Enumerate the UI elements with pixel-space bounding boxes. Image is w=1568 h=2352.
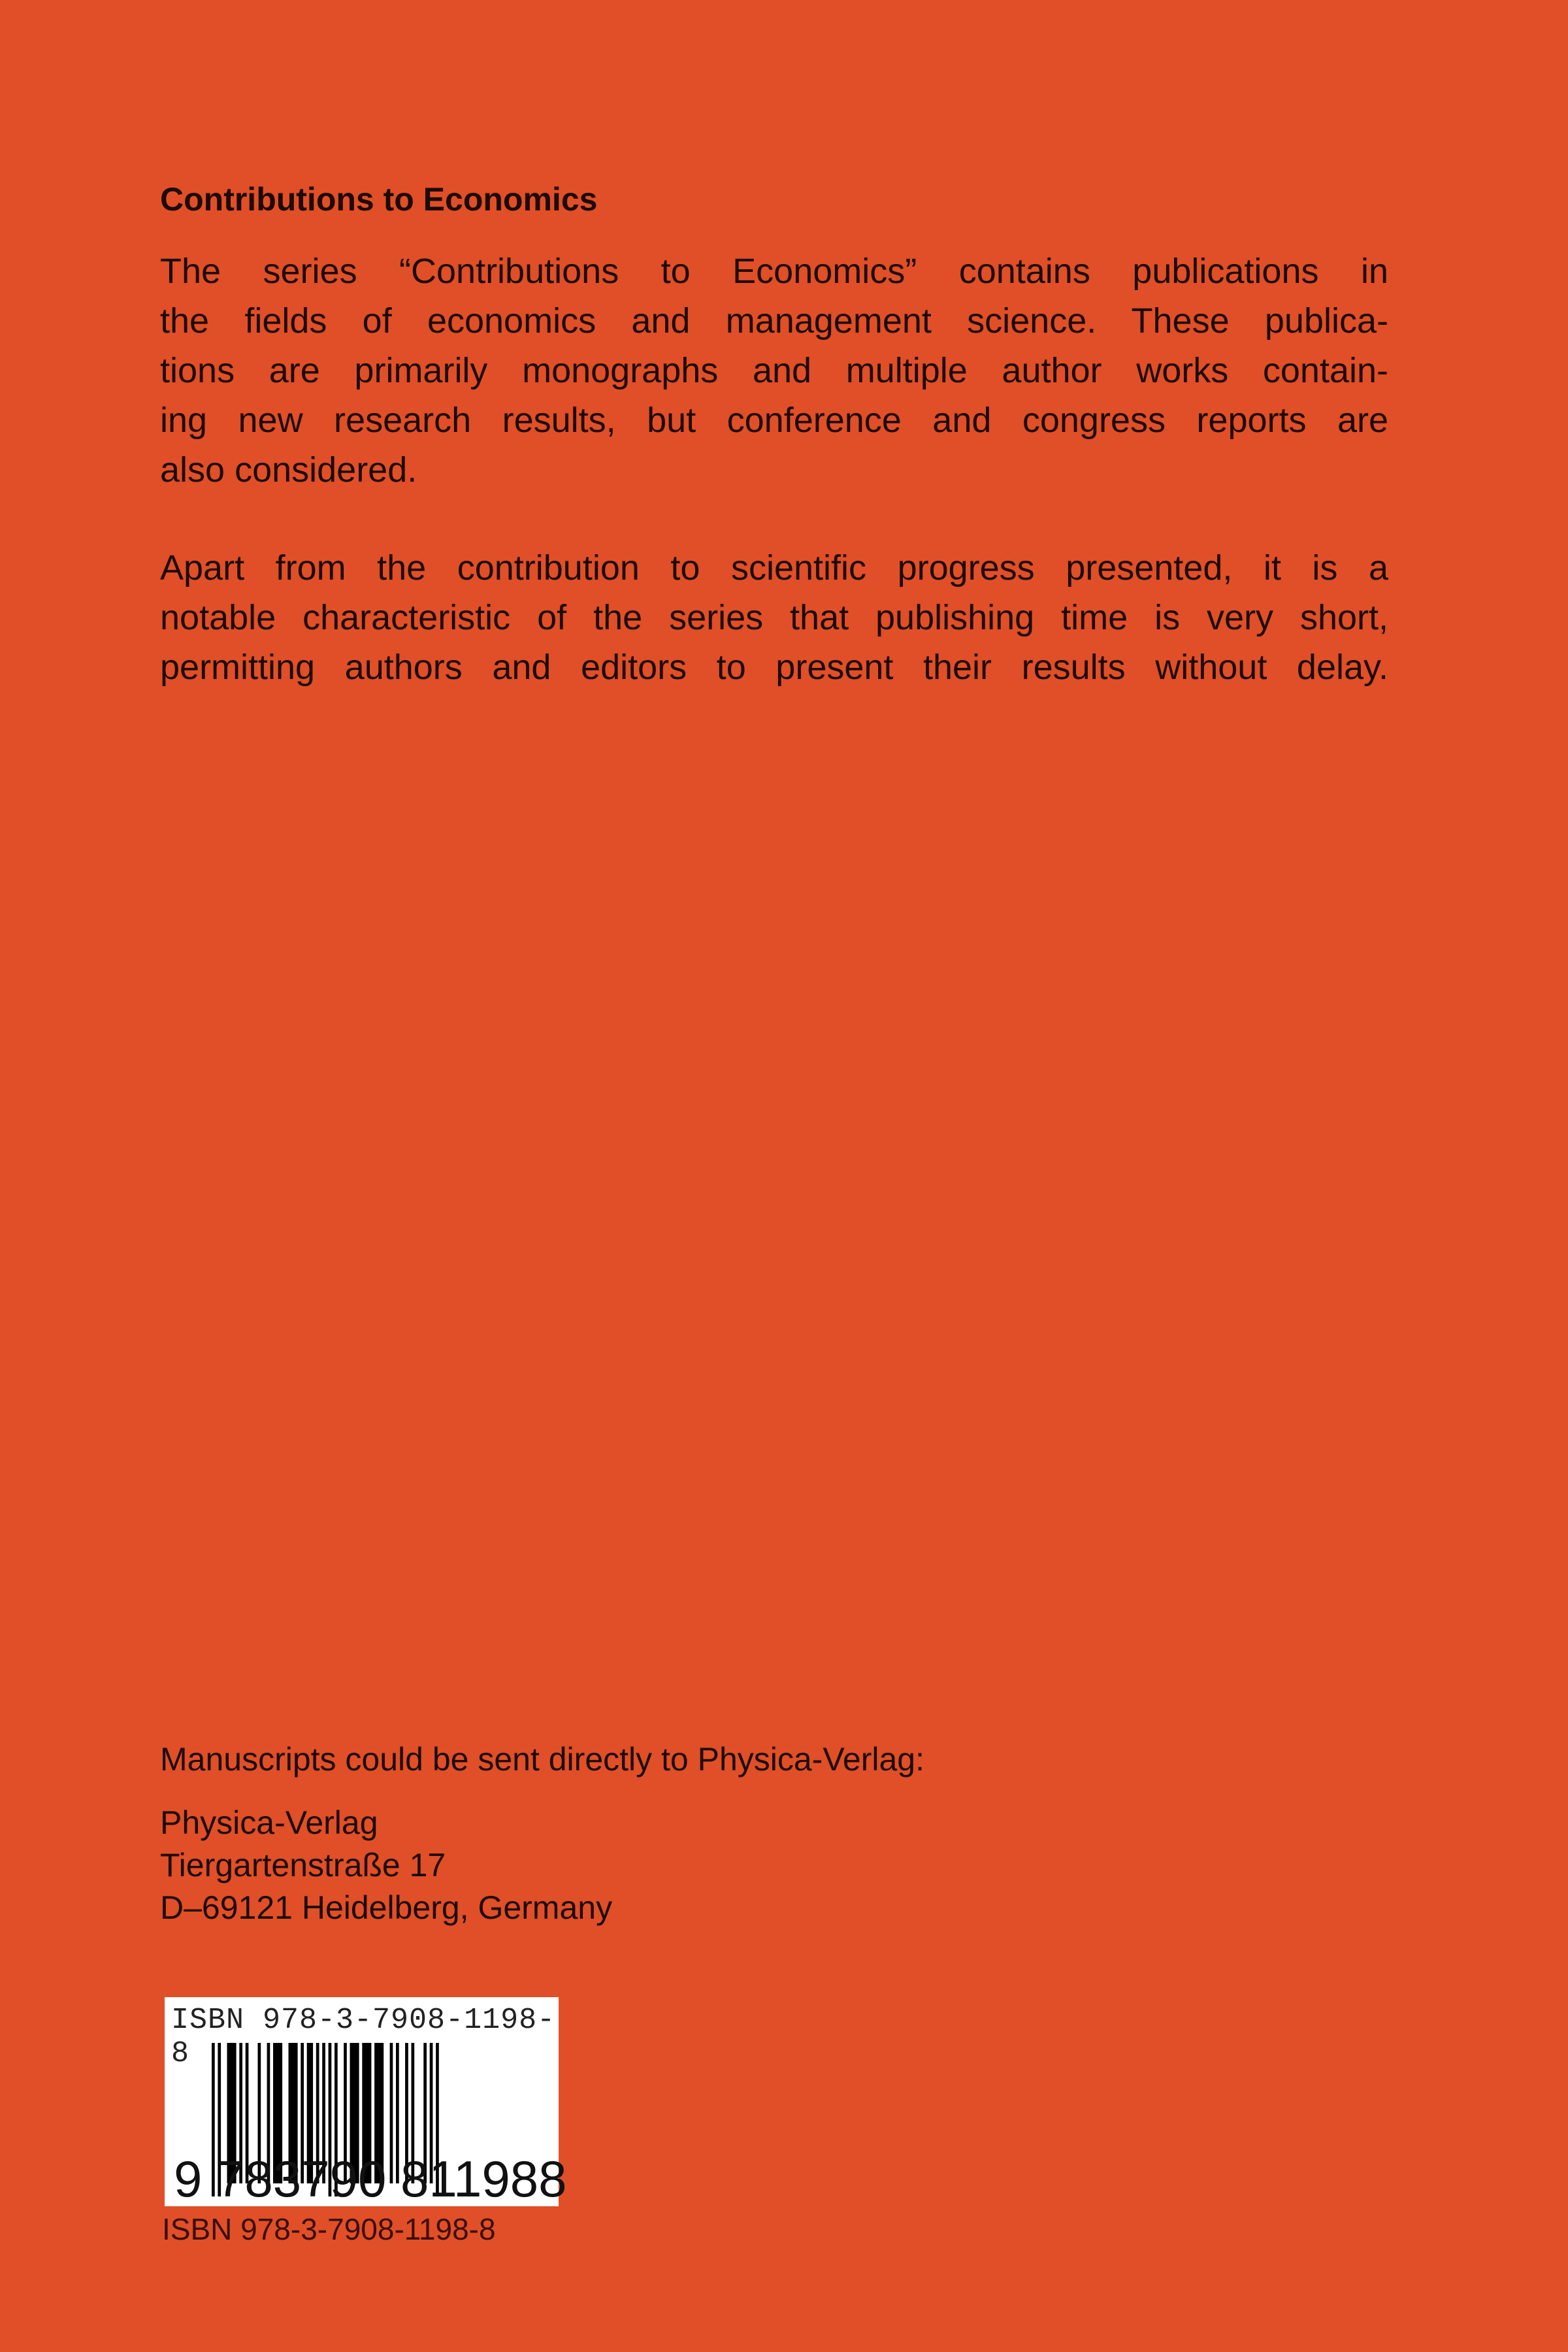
address-line: Physica-Verlag [160,1804,378,1841]
series-description [160,246,1388,495]
barcode-digits: 9 783790 811988 [174,2150,567,2208]
text-line: also considered. [160,450,417,489]
isbn-text: ISBN 978-3-7908-1198-8 [162,2212,496,2246]
publisher-address [160,1802,612,1929]
manuscripts-note: Manuscripts could be sent directly to Physica-Verlag: [160,1741,924,1778]
isbn-barcode [165,1997,567,2208]
text-line: Apart from the contribution to scientific progress presented, it is a [160,548,1388,588]
series-characteristic [160,543,1388,692]
text-line: ing new research results, but conference and congress reports are [160,401,1388,440]
series-title: Contributions to Economics [160,181,598,218]
text-line: the fields of economics and management science. These publica- [160,301,1388,340]
address-line: D–69121 Heidelberg, Germany [160,1889,613,1926]
text-line: notable characteristic of the series that publishing time is very short, [160,598,1388,637]
text-line: permitting authors and editors to present their results without delay. [160,648,1388,687]
text-line: tions are primarily monographs and multiple author works contain- [160,351,1388,390]
text-line: The series “Contributions to Economics” contains publications in [160,252,1388,291]
address-line: Tiergartenstraße 17 [160,1847,446,1883]
barcode-isbn-label: ISBN 978-3-7908-1198-8 [171,2004,556,2070]
